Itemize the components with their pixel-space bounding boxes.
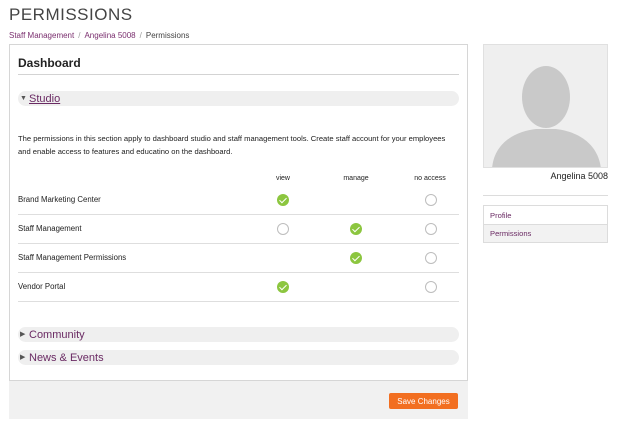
nav-item-permissions[interactable]: Permissions: [484, 224, 607, 242]
no-access-radio[interactable]: [425, 281, 437, 293]
triangle-right-icon: ▶: [20, 354, 26, 361]
permission-row: [18, 244, 459, 273]
breadcrumb-separator: /: [139, 31, 142, 40]
no-access-radio[interactable]: [425, 252, 437, 264]
row-label: Vendor Portal: [18, 282, 66, 291]
breadcrumb-separator: /: [78, 31, 81, 40]
column-header-no-access: no access: [414, 175, 446, 182]
no-access-radio[interactable]: [425, 223, 437, 235]
column-header-manage: manage: [343, 175, 369, 182]
breadcrumb-staff-management[interactable]: Staff Management: [9, 31, 75, 40]
page-title: PERMISSIONS: [9, 5, 133, 24]
section-label: Community: [29, 328, 85, 341]
card-divider: [18, 74, 459, 75]
manage-radio[interactable]: [350, 252, 362, 264]
section-label: Studio: [29, 92, 61, 105]
permission-row: [18, 215, 459, 244]
section-community[interactable]: [18, 327, 459, 342]
profile-nav: [483, 205, 608, 243]
dashboard-card: [9, 44, 468, 381]
manage-radio[interactable]: [350, 223, 362, 235]
breadcrumb-current: Permissions: [145, 31, 190, 40]
row-label: Staff Management: [18, 224, 82, 233]
view-radio[interactable]: [277, 281, 289, 293]
person-silhouette-icon: [484, 45, 608, 168]
main-panel: [9, 44, 468, 419]
nav-item-profile[interactable]: Profile: [490, 210, 512, 220]
section-studio[interactable]: [18, 91, 459, 106]
column-header-view: view: [275, 175, 290, 182]
breadcrumb-user[interactable]: Angelina 5008: [84, 31, 136, 40]
view-radio[interactable]: [277, 194, 289, 206]
sidebar-divider: [483, 195, 608, 196]
section-label: News & Events: [29, 351, 104, 364]
card-title: Dashboard: [18, 56, 81, 70]
save-changes-button[interactable]: Save Changes: [389, 393, 458, 409]
breadcrumb: [9, 31, 189, 40]
avatar: [483, 44, 608, 168]
section-news-events[interactable]: [18, 350, 459, 365]
section-description: The permissions in this section apply to dashboard studio and staff management tools. Create staff account for your employees and enable access to features and educatino on the dashboard.: [18, 134, 446, 156]
triangle-down-icon: ▼: [20, 95, 27, 102]
triangle-right-icon: ▶: [20, 331, 26, 338]
no-access-radio[interactable]: [425, 194, 437, 206]
user-name: Angelina 5008: [550, 171, 608, 181]
row-label: Staff Management Permissions: [18, 253, 127, 262]
permission-row: [18, 273, 459, 302]
view-radio[interactable]: [277, 223, 289, 235]
row-label: Brand Marketing Center: [18, 195, 101, 204]
permission-row: [18, 186, 459, 215]
